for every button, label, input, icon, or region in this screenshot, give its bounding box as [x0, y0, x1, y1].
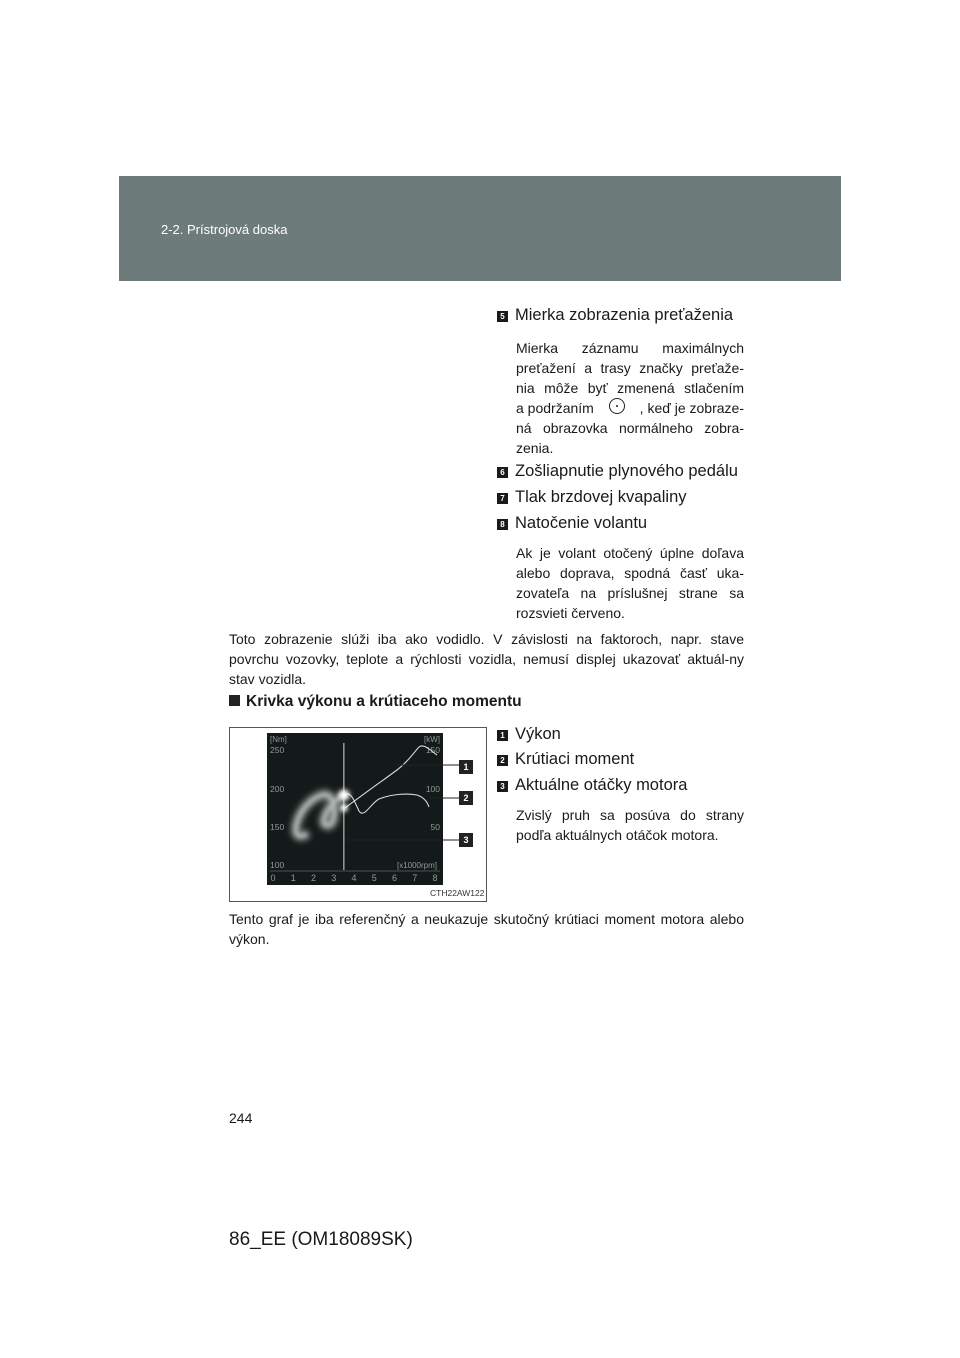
- x-tick-label: 8: [432, 873, 438, 883]
- marker-3: 3: [497, 781, 508, 792]
- x-tick-label: 2: [310, 873, 317, 883]
- callout-2: 2: [459, 791, 473, 805]
- x-unit-label: [x1000rpm]: [396, 861, 437, 870]
- section-square-icon: [229, 695, 240, 706]
- callout-1: 1: [459, 760, 473, 774]
- right-tick-label: 150: [425, 745, 440, 755]
- right-tick-label: 100: [425, 784, 440, 794]
- x-tick-label: 0: [270, 873, 276, 883]
- marker-6: 6: [497, 467, 508, 478]
- right-tick-label: 50: [430, 822, 440, 832]
- item-engine-rpm: [497, 775, 687, 795]
- right-unit-label: [kW]: [424, 735, 440, 744]
- item-power: [497, 724, 561, 744]
- marker-7: 7: [497, 493, 508, 504]
- callout-leaders: [230, 728, 486, 901]
- item-accelerator-pedal: [497, 461, 738, 481]
- item-label: Krútiaci moment: [515, 750, 635, 768]
- left-tick-label: 100: [270, 860, 285, 870]
- paragraph-reference-note: Tento graf je iba referenčný a neukazuje skutočný krútiaci moment motora alebo výkon.: [229, 911, 744, 947]
- left-unit-label: [Nm]: [270, 735, 287, 744]
- left-tick-label: 200: [270, 784, 285, 794]
- item-overload-scale: [497, 305, 733, 325]
- item-torque: [497, 749, 634, 769]
- marker-1: 1: [497, 730, 508, 741]
- callout-3: 3: [459, 833, 473, 847]
- x-tick-label: 7: [412, 873, 418, 883]
- x-tick-label: 3: [331, 873, 337, 883]
- figure-code: CTH22AW122: [430, 888, 485, 898]
- desc-overload-scale: Mierka záznamu maximálnych preťažení a trasy značky preťaže- nia môže byť zmenená stlačením a podržaním , keď je zobraze- ná obrazovka normálneho zobra- zenia.: [516, 340, 744, 456]
- marker-5: 5: [497, 311, 508, 322]
- item-label: Zošliapnutie plynového pedálu: [515, 462, 738, 480]
- item-label: Natočenie volantu: [515, 514, 648, 532]
- dial-knob-icon: [609, 398, 625, 414]
- x-tick-label: 4: [351, 873, 357, 883]
- x-tick-label: 1: [290, 873, 296, 883]
- page-number: 244: [229, 1110, 253, 1126]
- x-tick-label: 5: [371, 873, 377, 883]
- section-title: Krivka výkonu a krútiaceho momentu: [246, 693, 522, 710]
- item-steering-angle: [497, 513, 647, 533]
- desc-steering-angle: Ak je volant otočený úplne doľava alebo doprava, spodná časť uka-zovateľa na príslušnej strane sa rozsvieti červeno.: [516, 545, 744, 621]
- marker-8: 8: [497, 519, 508, 530]
- item-brake-pressure: [497, 487, 687, 507]
- left-tick-label: 150: [270, 822, 285, 832]
- section-breadcrumb: 2-2. Prístrojová doska: [161, 222, 288, 237]
- section-heading: [229, 693, 522, 711]
- marker-2: 2: [497, 755, 508, 766]
- item-label: Aktuálne otáčky motora: [515, 776, 688, 794]
- desc-engine-rpm: Zvislý pruh sa posúva do strany podľa aktuálnych otáčok motora.: [516, 807, 744, 843]
- footer-code: 86_EE (OM18089SK): [229, 1229, 413, 1250]
- item-label: Výkon: [515, 725, 561, 743]
- item-label: Tlak brzdovej kvapaliny: [515, 488, 687, 506]
- paragraph-guide-note: Toto zobrazenie slúži iba ako vodidlo. V závislosti na faktoroch, napr. stave povrchu vozovky, teplote a rýchlosti vozidla, nemusí displej ukazovať aktuál-ny stav vozidla.: [229, 631, 744, 687]
- torque-power-figure: [229, 727, 487, 902]
- x-tick-label: 6: [391, 873, 398, 883]
- left-tick-label: 250: [270, 745, 285, 755]
- item-label: Mierka zobrazenia preťaženia: [515, 306, 734, 324]
